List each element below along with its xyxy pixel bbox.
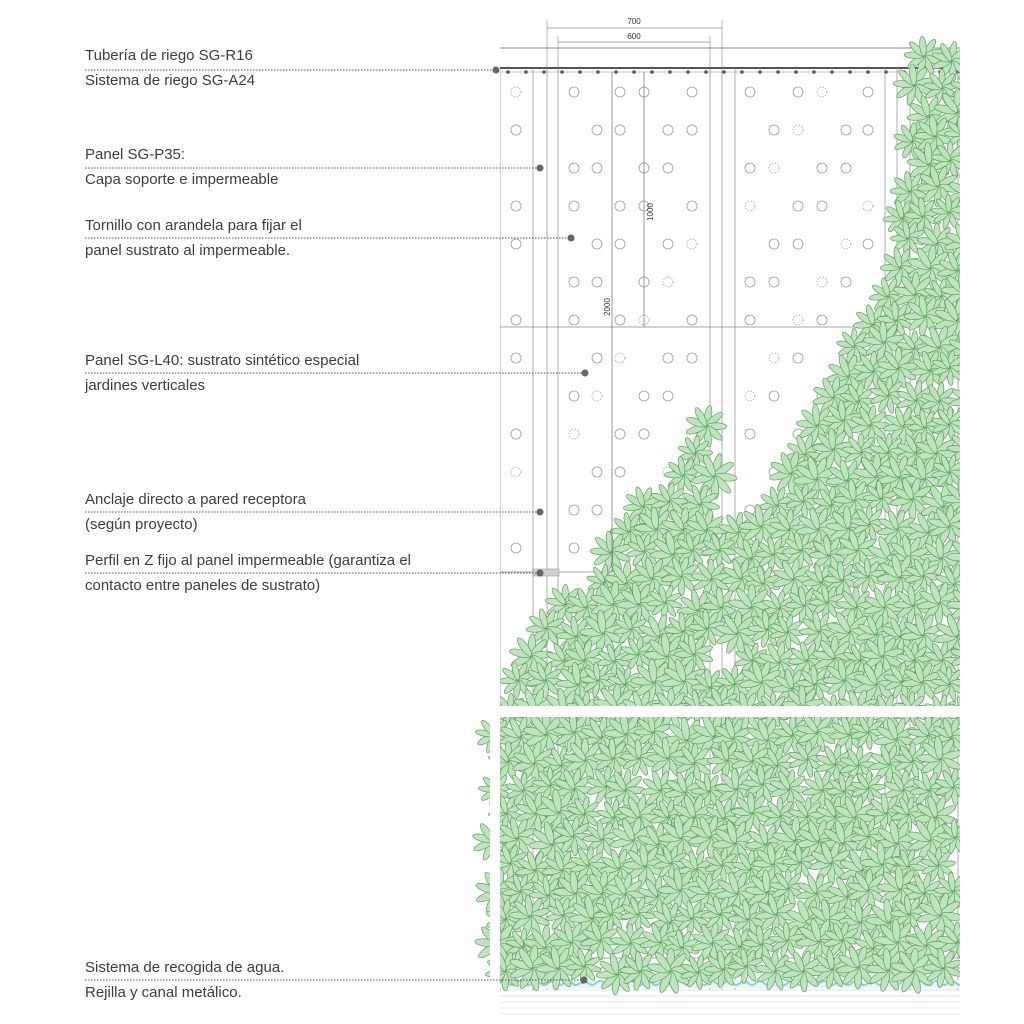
drip-emitter [812,70,816,74]
callout-z-profile-line1: Perfil en Z fijo al panel impermeable (garantiza el [85,552,411,569]
callout-water-collection-line2: Rejilla y canal metálico. [85,984,242,1001]
substrate-hole [793,315,803,325]
substrate-hole [569,277,579,287]
substrate-hole [687,239,697,249]
substrate-hole [769,239,779,249]
drip-emitter [686,70,690,74]
substrate-hole [817,87,827,97]
substrate-hole [592,277,602,287]
drip-emitter [668,70,672,74]
substrate-hole [511,543,521,553]
leader-irrigation-dot [493,67,500,74]
callout-screw-line2: panel sustrato al impermeable. [85,242,291,259]
callout-z-profile [85,548,411,598]
substrate-hole [769,125,779,135]
callout-panel-p35-line2: Capa soporte e impermeable [85,171,279,188]
callout-water-collection [85,955,284,1005]
substrate-hole [841,277,851,287]
substrate-hole [745,391,755,401]
right-mask [960,0,1024,1024]
leader-z-profile-dot [537,570,544,577]
substrate-hole [511,315,521,325]
callout-irrigation [85,43,255,93]
substrate-hole [663,239,673,249]
drip-emitter [542,70,546,74]
substrate-hole [863,87,873,97]
substrate-hole [592,467,602,477]
substrate-hole [592,163,602,173]
substrate-hole [863,125,873,135]
substrate-hole [569,163,579,173]
substrate-hole [841,125,851,135]
substrate-hole [663,163,673,173]
dimension-2000: 2000 [603,298,612,316]
substrate-hole [663,391,673,401]
callout-panel-l40 [85,348,359,398]
substrate-hole [569,505,579,515]
substrate-hole [639,391,649,401]
callout-panel-p35 [85,142,278,192]
substrate-hole [745,163,755,173]
substrate-hole [745,87,755,97]
substrate-hole [793,87,803,97]
leader-panel-l40-dot [582,370,589,377]
callout-panel-l40-line2: jardines verticales [85,377,206,394]
drip-emitter [866,70,870,74]
drip-emitter [524,70,528,74]
substrate-hole [615,315,625,325]
callout-screw [85,213,302,263]
callout-z-profile-line2: contacto entre paneles de sustrato) [85,577,321,594]
callout-panel-l40-line1: Panel SG-L40: sustrato sintético especial [85,352,360,369]
drip-emitter [506,70,510,74]
drip-emitter [704,70,708,74]
substrate-hole [745,315,755,325]
callout-anchor-line2: (según proyecto) [85,516,198,533]
substrate-hole [687,353,697,363]
drip-emitter [776,70,780,74]
callout-anchor-line1: Anclaje directo a pared receptora [85,491,306,508]
substrate-hole [793,201,803,211]
substrate-hole [745,277,755,287]
gap-mask [498,706,962,717]
substrate-hole [615,125,625,135]
drip-emitter [848,70,852,74]
leader-water-collection-dot [581,977,588,984]
substrate-hole [769,391,779,401]
substrate-hole [615,353,625,363]
substrate-hole [687,201,697,211]
substrate-hole [687,87,697,97]
substrate-hole [592,239,602,249]
substrate-hole [569,543,579,553]
substrate-hole [863,201,873,211]
callout-irrigation-line1: Tubería de riego SG-R16 [85,47,253,64]
callout-water-collection-line1: Sistema de recogida de agua. [85,959,285,976]
substrate-hole [841,163,851,173]
substrate-hole [592,505,602,515]
substrate-hole [569,201,579,211]
substrate-hole [793,353,803,363]
leader-anchor-dot [537,509,544,516]
substrate-hole [817,201,827,211]
leader-screw-dot [568,235,575,242]
substrate-hole [511,467,521,477]
substrate-hole [511,239,521,249]
substrate-hole [841,239,851,249]
substrate-hole [769,277,779,287]
substrate-hole [592,391,602,401]
substrate-hole [687,125,697,135]
drip-emitter [758,70,762,74]
substrate-hole [511,125,521,135]
drip-emitter [740,70,744,74]
callout-anchor [85,487,306,537]
substrate-hole [745,201,755,211]
substrate-hole [745,429,755,439]
substrate-hole [793,125,803,135]
substrate-hole [817,315,827,325]
substrate-hole [511,353,521,363]
drip-emitter [632,70,636,74]
substrate-hole [615,467,625,477]
substrate-hole [663,277,673,287]
dimension-700: 700 [627,17,641,26]
drip-emitter [596,70,600,74]
substrate-hole [511,201,521,211]
substrate-hole [569,429,579,439]
drip-emitter [560,70,564,74]
substrate-hole [817,163,827,173]
substrate-hole [592,125,602,135]
drip-emitter [794,70,798,74]
substrate-hole [639,429,649,439]
substrate-hole [663,353,673,363]
substrate-hole [615,239,625,249]
leader-panel-p35-dot [537,165,544,172]
substrate-hole [769,353,779,363]
drip-emitter [722,70,726,74]
substrate-hole [687,315,697,325]
substrate-hole [569,87,579,97]
dimension-600: 600 [627,32,641,41]
substrate-hole [615,201,625,211]
drip-emitter [650,70,654,74]
substrate-hole [511,429,521,439]
substrate-hole [569,315,579,325]
drip-emitter [578,70,582,74]
callout-irrigation-line2: Sistema de riego SG-A24 [85,72,256,89]
substrate-hole [793,239,803,249]
substrate-hole [511,87,521,97]
dimension-1000: 1000 [646,203,655,221]
substrate-hole [663,125,673,135]
callout-screw-line1: Tornillo con arandela para fijar el [85,217,302,234]
drip-emitter [830,70,834,74]
substrate-hole [769,163,779,173]
drip-emitter [614,70,618,74]
plant-foliage [472,0,1024,1024]
substrate-hole [863,239,873,249]
substrate-hole [592,353,602,363]
substrate-hole [817,277,827,287]
substrate-hole [615,429,625,439]
substrate-hole [569,391,579,401]
callout-panel-p35-line1: Panel SG-P35: [85,146,186,163]
substrate-hole [615,87,625,97]
